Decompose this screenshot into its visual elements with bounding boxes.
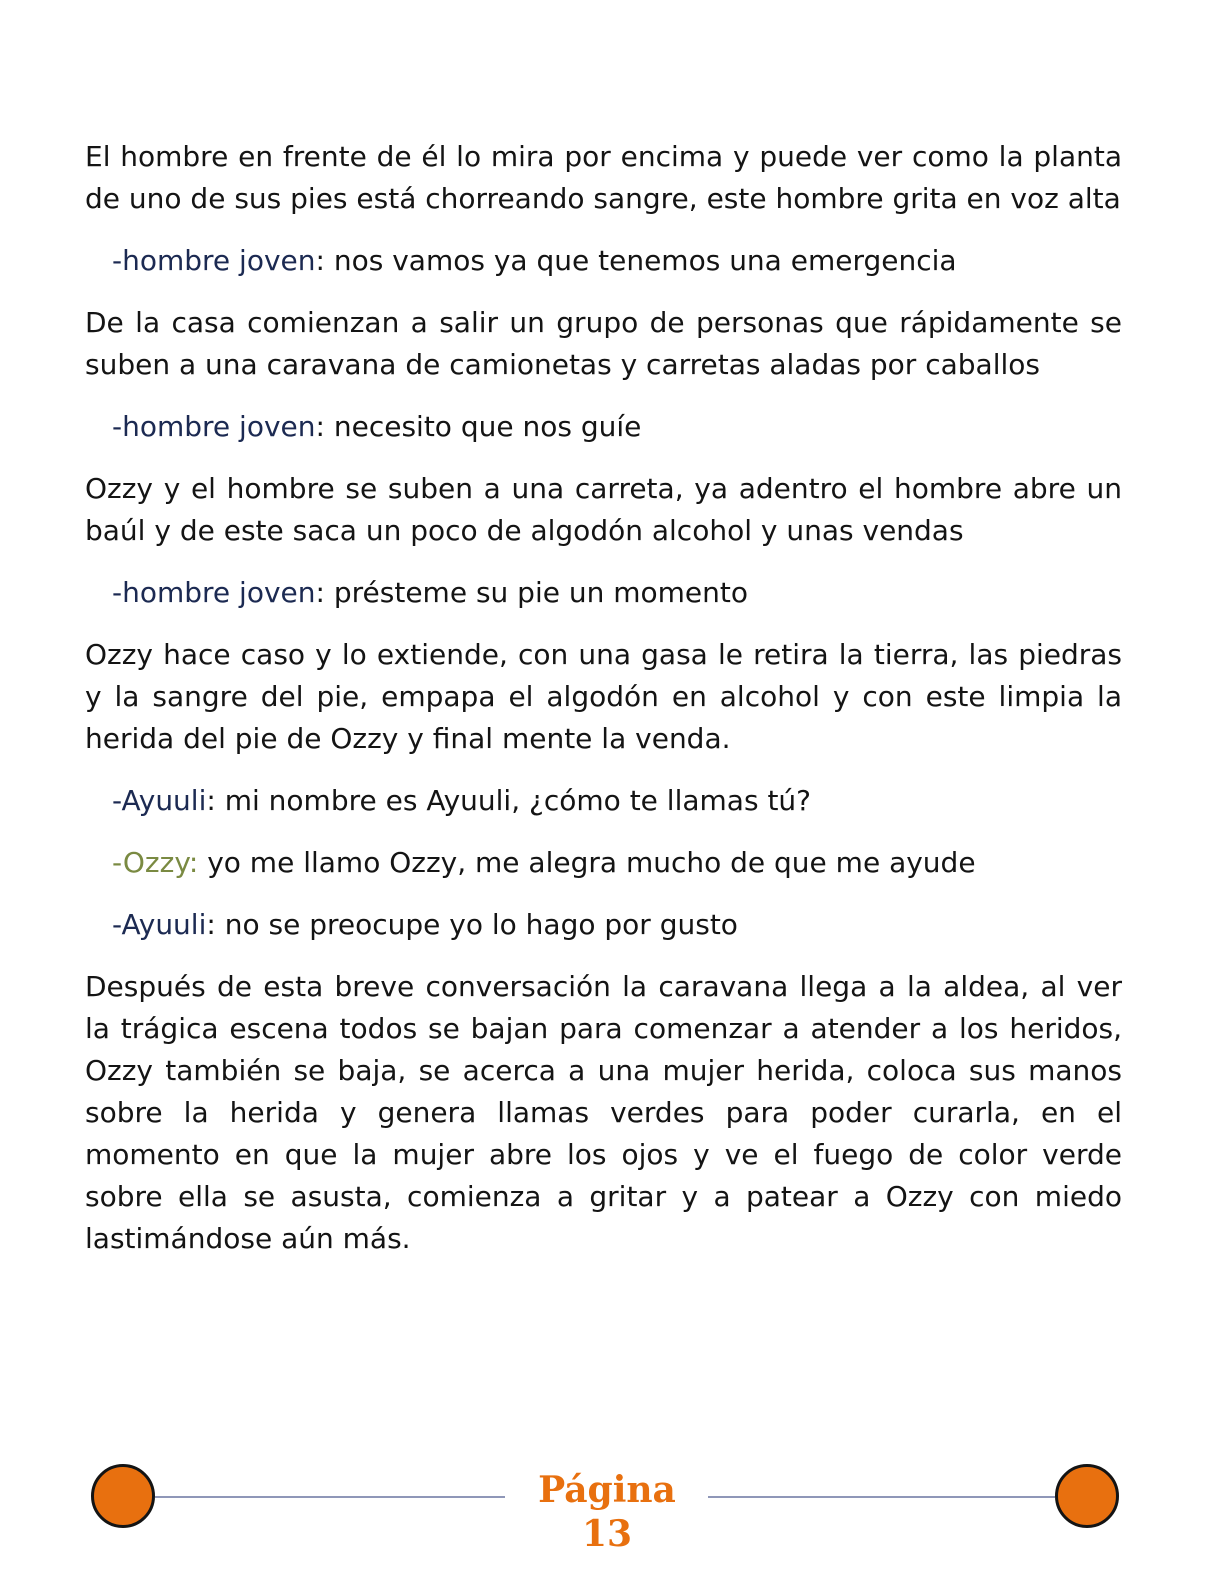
page-footer bbox=[0, 1460, 1224, 1584]
dialogue-line bbox=[112, 904, 1122, 946]
speaker-separator: : bbox=[315, 244, 325, 277]
dialogue-text: présteme su pie un momento bbox=[324, 576, 749, 609]
dialogue-line bbox=[112, 842, 1122, 884]
dialogue-text: mi nombre es Ayuuli, ¿cómo te llamas tú? bbox=[215, 784, 812, 817]
page-number: 13 bbox=[581, 1513, 633, 1555]
dialogue-line bbox=[112, 406, 1122, 448]
paragraph: Después de esta breve conversación la caravana llega a la aldea, al ver la trágica escena todos se bajan para comenzar a atender a los heridos, Ozzy también se baja, se acerca a una mujer herida, coloca sus manos sobre la herida y genera llamas verdes para poder curarla, en el momento en que la mujer abre los ojos y ve el fuego de color verde sobre ella se asusta, comienza a gritar y a patear a Ozzy con miedo lastimándose aún más. bbox=[85, 970, 1122, 1255]
footer-divider bbox=[708, 1496, 1055, 1498]
speaker-separator: : bbox=[315, 576, 325, 609]
dialogue-line bbox=[112, 240, 1122, 282]
dialogue-line bbox=[112, 780, 1122, 822]
orange-circle-ornament bbox=[1055, 1464, 1119, 1528]
page-label-text: Página bbox=[538, 1469, 676, 1511]
footer-divider bbox=[155, 1496, 505, 1498]
paragraph: Ozzy y el hombre se suben a una carreta, ya adentro el hombre abre un baúl y de este saca un poco de algodón alcohol y unas vendas bbox=[85, 472, 1122, 547]
speaker-separator: : bbox=[315, 410, 325, 443]
dialogue-text: necesito que nos guíe bbox=[324, 410, 642, 443]
speaker-separator: : bbox=[206, 784, 216, 817]
speaker-name: -Ayuuli bbox=[112, 908, 207, 941]
dialogue-text: nos vamos ya que tenemos una emergencia bbox=[324, 244, 957, 277]
paragraph: De la casa comienzan a salir un grupo de personas que rápidamente se suben a una caravana de camionetas y carretas aladas por caballos bbox=[85, 306, 1122, 381]
paragraph: El hombre en frente de él lo mira por encima y puede ver como la planta de uno de sus pies está chorreando sangre, este hombre grita en voz alta bbox=[85, 140, 1122, 215]
speaker-separator: : bbox=[206, 908, 216, 941]
speaker-name: -hombre joven bbox=[112, 410, 316, 443]
page-content bbox=[85, 136, 1122, 1280]
speaker-name: -hombre joven bbox=[112, 576, 316, 609]
paragraph: Ozzy hace caso y lo extiende, con una gasa le retira la tierra, las piedras y la sangre del pie, empapa el algodón en alcohol y con este limpia la herida del pie de Ozzy y final mente la venda. bbox=[85, 638, 1122, 755]
speaker-name: -Ozzy: bbox=[112, 846, 199, 879]
dialogue-line bbox=[112, 572, 1122, 614]
dialogue-text: yo me llamo Ozzy, me alegra mucho de que me ayude bbox=[198, 846, 976, 879]
dialogue-text: no se preocupe yo lo hago por gusto bbox=[215, 908, 738, 941]
page-number-label bbox=[507, 1468, 707, 1556]
speaker-name: -Ayuuli bbox=[112, 784, 207, 817]
orange-circle-ornament bbox=[91, 1464, 155, 1528]
speaker-name: -hombre joven bbox=[112, 244, 316, 277]
